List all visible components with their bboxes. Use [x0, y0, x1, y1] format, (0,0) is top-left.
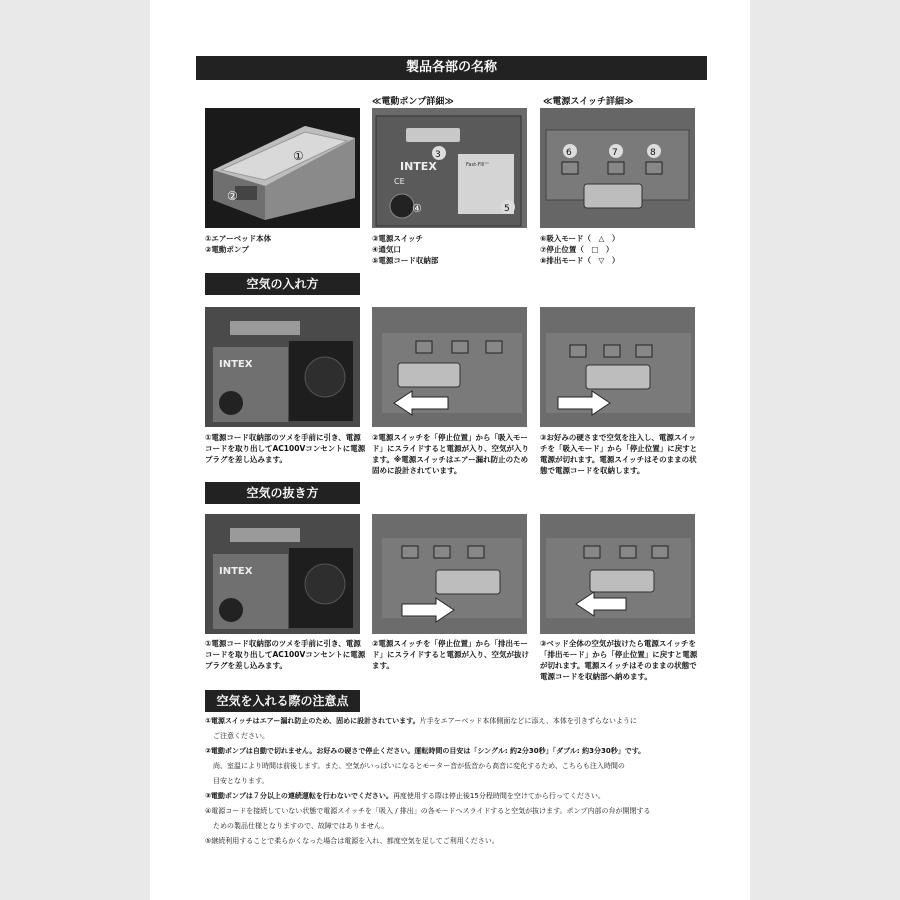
cautions-heading: 空気を入れる際の注意点: [205, 690, 360, 712]
deflate-photo-3: [540, 514, 695, 634]
part-item: ①エアーベッド本体: [205, 234, 272, 243]
part-item: ②電動ポンプ: [205, 245, 249, 254]
caution-line: ①電源スイッチはエアー漏れ防止のため、固めに設計されています。片手をエアーベッド本体側面などに添え、本体を引きずらないように: [205, 717, 637, 725]
switch-photo: [540, 108, 695, 228]
part-item: ⑧排出モード（ ▽ ）: [540, 256, 620, 265]
pump-detail-label: ≪電動ポンプ詳細≫: [372, 97, 454, 107]
caution-line: ④電源コードを接続していない状態で電源スイッチを「吸入 / 排出」の各モードへスライドすると空気が抜けます。ポンプ内部の弁が開閉する: [205, 807, 651, 815]
fastfill-text: Fast-Fill™: [466, 162, 490, 168]
switch-label-7: 7: [612, 148, 618, 158]
brand-text: INTEX: [400, 160, 437, 173]
caution-line: ③電動ポンプは７分以上の連続運転を行わないでください。再度使用する際は停止後15分程時間を空けてから行ってください。: [205, 792, 605, 800]
caution-line: ⑤継続利用することで柔らかくなった場合は電源を入れ、都度空気を足してご利用ください。: [205, 837, 499, 845]
caution-line: 目安となります。: [213, 777, 269, 785]
switch-detail-label: ≪電源スイッチ詳細≫: [543, 97, 634, 107]
caution-line: ②電動ポンプは自動で切れません。お好みの硬さで停止ください。運転時間の目安は「シングル: 約2分30秒」「ダブル: 約3分30秒」です。: [205, 747, 646, 755]
pump-label-3: 3: [435, 150, 441, 160]
bed-parts-list: [205, 233, 271, 255]
pump-label-5: 5: [504, 204, 510, 214]
bed-label-2: ②: [227, 189, 238, 203]
cautions-list: [205, 714, 705, 849]
svg-text:CE: CE: [394, 177, 405, 186]
page-title: 製品各部の名称: [196, 56, 707, 80]
inflate-photo-2: [372, 307, 527, 427]
inflate-photo-3: [540, 307, 695, 427]
pump-photo: [372, 108, 527, 228]
part-item: ③電源スイッチ: [372, 234, 424, 243]
part-item: ⑤電源コード収納部: [372, 256, 439, 265]
caution-line: ための製品仕様となりますので、故障ではありません。: [213, 822, 389, 830]
pump-parts-list: [372, 233, 438, 266]
svg-text:INTEX: INTEX: [219, 359, 253, 370]
svg-text:INTEX: INTEX: [219, 566, 253, 577]
part-item: ⑥吸入モード（ △ ）: [540, 234, 620, 243]
deflate-heading: 空気の抜き方: [205, 482, 360, 504]
bed-label-1: ①: [293, 149, 304, 163]
switch-label-6: 6: [566, 148, 572, 158]
switch-label-8: 8: [650, 148, 656, 158]
inflate-step-1: ①電源コード収納部のツメを手前に引き、電源コードを取り出してAC100Vコンセントに電源プラグを差し込みます。: [205, 433, 366, 464]
deflate-photo-2: [372, 514, 527, 634]
bed-photo: [205, 108, 360, 228]
inflate-step-3: ③お好みの硬さまで空気を注入し、電源スイッチを「吸入モード」から「停止位置」に戻すと電源が切れます。電源スイッチはそのままの状態で電源コードを収納します。: [540, 433, 698, 475]
inflate-step-2: ②電源スイッチを「停止位置」から「吸入モード」にスライドすると電源が入り、空気が入ります。※電源スイッチはエアー漏れ防止のため固めに設計されています。: [372, 433, 530, 475]
part-item: ④通気口: [372, 245, 401, 254]
inflate-photo-1: [205, 307, 360, 427]
caution-line: ご注意ください。: [213, 732, 269, 740]
pump-label-4: ④: [412, 202, 422, 215]
switch-parts-list: [540, 233, 619, 266]
inflate-heading: 空気の入れ方: [205, 273, 360, 295]
deflate-step-3: ③ベッド全体の空気が抜けたら電源スイッチを「排出モード」から「停止位置」に戻すと電源が切れます。電源スイッチはそのままの状態で電源コードを収納部へ納めます。: [540, 639, 698, 681]
deflate-step-2: ②電源スイッチを「停止位置」から「排出モード」にスライドすると電源が入り、空気が抜けます。: [372, 639, 530, 670]
part-item: ⑦停止位置（ □ ）: [540, 245, 614, 254]
caution-line: 尚、室温により時間は前後します。また、空気がいっぱいになるとモーター音が低音から高音に変化するため、こちらも注入時間の: [213, 762, 625, 770]
deflate-photo-1: [205, 514, 360, 634]
deflate-step-1: ①電源コード収納部のツメを手前に引き、電源コードを取り出してAC100Vコンセントに電源プラグを差し込みます。: [205, 639, 366, 670]
